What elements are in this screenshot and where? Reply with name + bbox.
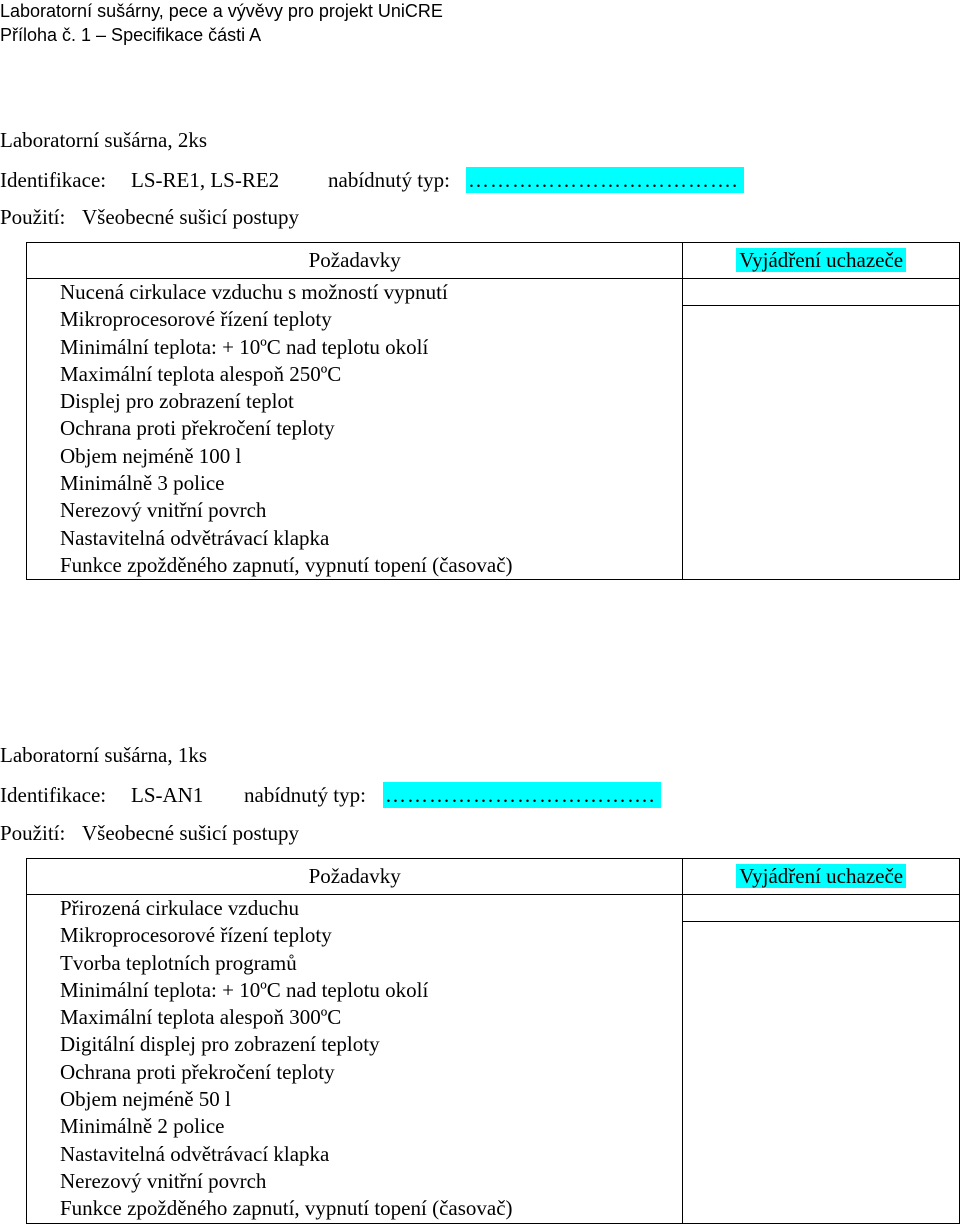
requirement-item: Ochrana proti překročení teploty (60, 1059, 335, 1084)
section-1-offered-field[interactable]: ………………………………. (466, 167, 744, 193)
bidder-response-cell[interactable] (683, 895, 959, 922)
requirements-header: Požadavky (27, 859, 683, 895)
requirements-list (27, 895, 683, 1224)
requirement-item: Mikroprocesorové řízení teploty (60, 307, 332, 332)
section-2-ident-label: Identifikace: (0, 783, 107, 807)
requirement-item: Displej pro zobrazení teplot (60, 389, 294, 414)
section-1-offered-label: nabídnutý typ: (328, 168, 450, 192)
section-2-ident-value: LS-AN1 (131, 783, 204, 807)
requirement-item: Maximální teplota alespoň 250ºC (60, 361, 342, 386)
bidder-response-cell[interactable] (683, 279, 959, 306)
section-1-usage-value: Všeobecné sušicí postupy (82, 205, 299, 229)
requirement-item: Digitální displej pro zobrazení teploty (60, 1032, 380, 1057)
requirement-item: Minimálně 2 police (60, 1114, 225, 1139)
requirement-item: Ochrana proti překročení teploty (60, 416, 335, 441)
section-1-title: Laboratorní sušárna, 2ks (0, 128, 208, 152)
document-header-subtitle: Příloha č. 1 – Specifikace části A (0, 25, 262, 45)
bidder-response-header: Vyjádření uchazeče (736, 864, 906, 888)
bidder-response-column[interactable] (683, 895, 960, 1224)
requirement-item: Nastavitelná odvětrávací klapka (60, 1141, 330, 1166)
bidder-response-column[interactable] (683, 279, 960, 580)
requirement-item: Minimální teplota: + 10ºC nad teplotu okolí (60, 977, 429, 1002)
section-1-usage-label: Použití: (0, 205, 66, 229)
section-2-requirements-table (26, 858, 960, 1224)
document-header-title: Laboratorní sušárny, pece a vývěvy pro projekt UniCRE (0, 1, 443, 21)
section-2-offered-label: nabídnutý typ: (244, 783, 366, 807)
requirement-item: Nastavitelná odvětrávací klapka (60, 525, 330, 550)
requirements-header: Požadavky (27, 243, 683, 279)
requirement-item: Objem nejméně 50 l (60, 1087, 231, 1112)
requirement-item: Maximální teplota alespoň 300ºC (60, 1005, 342, 1030)
section-2-title: Laboratorní sušárna, 1ks (0, 743, 208, 767)
section-1-ident-label: Identifikace: (0, 168, 107, 192)
requirement-item: Mikroprocesorové řízení teploty (60, 923, 332, 948)
bidder-response-header: Vyjádření uchazeče (736, 248, 906, 272)
section-2-usage-label: Použití: (0, 821, 66, 845)
section-1-ident-value: LS-RE1, LS-RE2 (131, 168, 280, 192)
requirement-item: Minimální teplota: + 10ºC nad teplotu okolí (60, 334, 429, 359)
bidder-response-cell[interactable] (683, 306, 959, 579)
section-2-usage-value: Všeobecné sušicí postupy (82, 821, 299, 845)
requirement-item: Přirozená cirkulace vzduchu (60, 896, 300, 920)
requirement-item: Funkce zpožděného zapnutí, vypnutí topení (časovač) (60, 552, 513, 577)
requirement-item: Minimálně 3 police (60, 471, 225, 496)
requirement-item: Objem nejméně 100 l (60, 443, 242, 468)
requirement-item: Nucená cirkulace vzduchu s možností vypnutí (60, 280, 448, 304)
requirement-item: Funkce zpožděného zapnutí, vypnutí topení (časovač) (60, 1196, 513, 1221)
requirements-list (27, 279, 683, 580)
section-1-requirements-table (26, 242, 960, 580)
requirement-item: Tvorba teplotních programů (60, 950, 297, 975)
section-2-offered-field[interactable]: ………………………………. (383, 782, 661, 808)
requirement-item: Nerezový vnitřní povrch (60, 498, 267, 523)
requirement-item: Nerezový vnitřní povrch (60, 1168, 267, 1193)
bidder-response-cell[interactable] (683, 922, 959, 1222)
